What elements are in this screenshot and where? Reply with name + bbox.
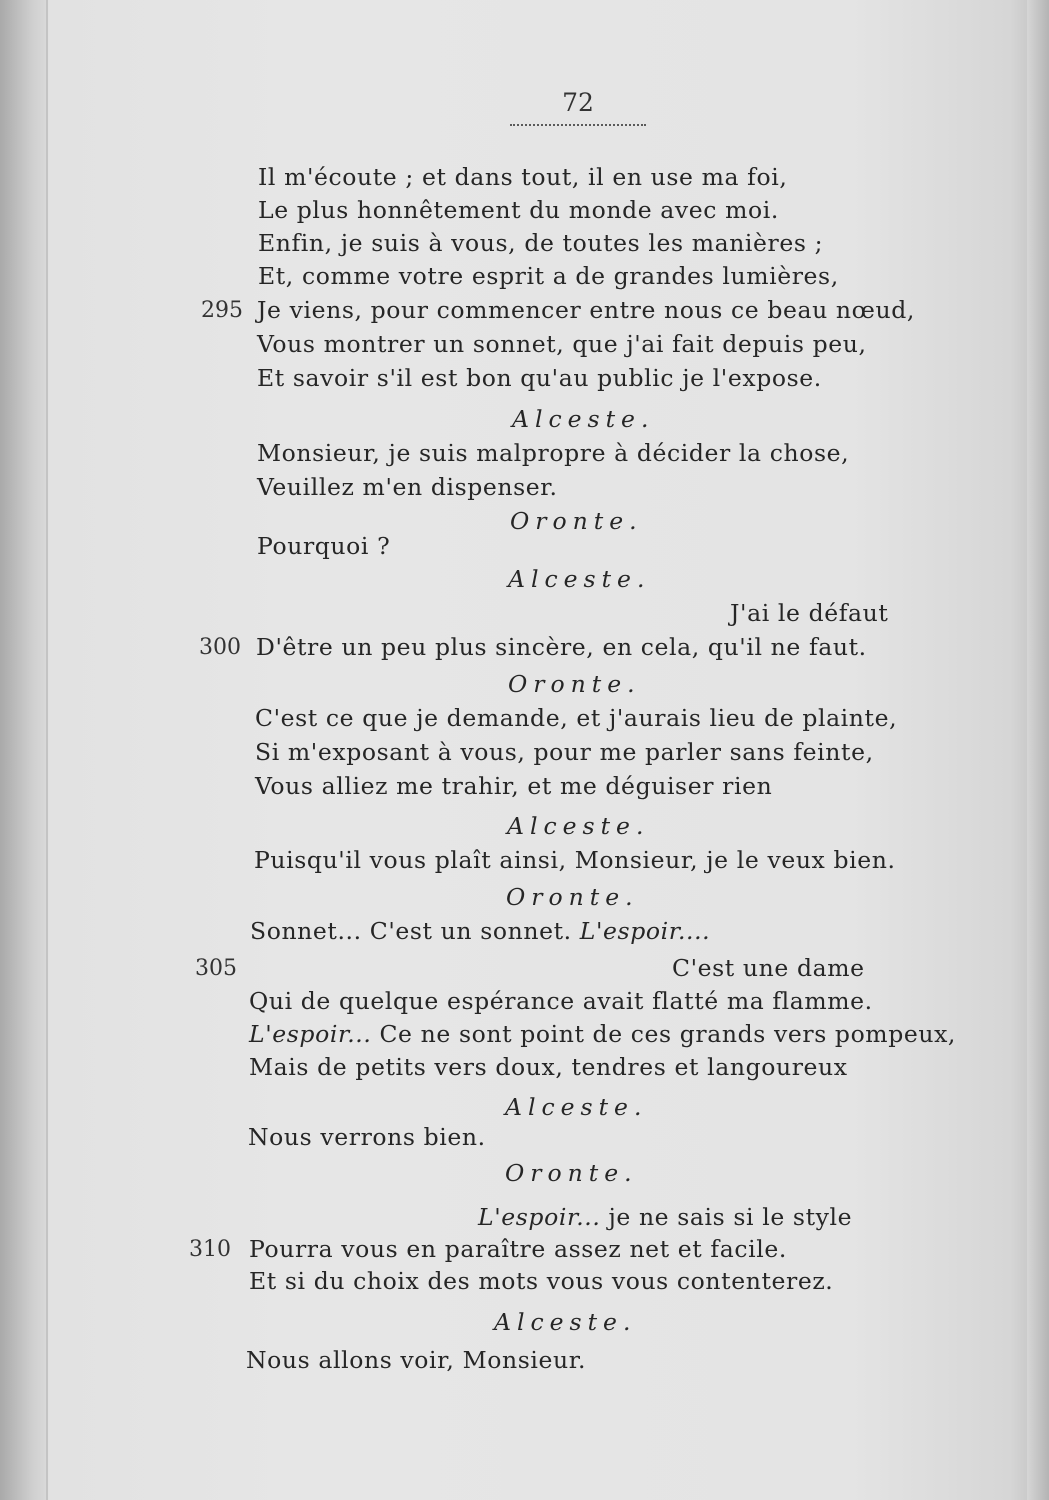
verse-line: J'ai le défaut	[730, 599, 889, 627]
page-gutter	[0, 0, 48, 1500]
verse-line	[249, 1020, 956, 1048]
verse-line: Je viens, pour commencer entre nous ce beau nœud,	[257, 296, 915, 324]
verse-line: Pourra vous en paraître assez net et facile.	[249, 1235, 787, 1263]
verse-line: D'être un peu plus sincère, en cela, qu'il ne faut.	[256, 633, 867, 661]
header-rule	[510, 124, 646, 126]
speaker-name: Alceste.	[505, 1093, 648, 1121]
verse-text: je ne sais si le style	[600, 1203, 853, 1231]
speaker-name: Oronte.	[506, 883, 639, 911]
verse-line: Le plus honnêtement du monde avec moi.	[258, 196, 779, 224]
line-number: 295	[201, 298, 243, 323]
speaker-name: Oronte.	[505, 1159, 638, 1187]
speaker-name: Alceste.	[494, 1308, 637, 1336]
verse-line: Si m'exposant à vous, pour me parler sans feinte,	[255, 738, 874, 766]
verse-line: Mais de petits vers doux, tendres et langoureux	[249, 1053, 848, 1081]
verse-text: Sonnet... C'est un sonnet.	[250, 917, 580, 945]
verse-line: Puisqu'il vous plaît ainsi, Monsieur, je le veux bien.	[254, 846, 896, 874]
verse-italic-text: L'espoir....	[579, 917, 711, 945]
verse-line: Pourquoi ?	[257, 532, 391, 560]
verse-line: Veuillez m'en dispenser.	[257, 473, 558, 501]
verse-line: Et, comme votre esprit a de grandes lumières,	[258, 262, 839, 290]
line-number: 305	[195, 956, 237, 981]
line-number: 300	[199, 635, 241, 660]
verse-line: Qui de quelque espérance avait flatté ma flamme.	[249, 987, 873, 1015]
verse-italic-text: L'espoir...	[478, 1203, 601, 1231]
speaker-name: Alceste.	[507, 812, 650, 840]
page-edge	[1027, 0, 1049, 1500]
verse-line: Il m'écoute ; et dans tout, il en use ma foi,	[258, 163, 788, 191]
verse-line: C'est ce que je demande, et j'aurais lieu de plainte,	[255, 704, 898, 732]
verse-line	[478, 1203, 852, 1231]
verse-line: Enfin, je suis à vous, de toutes les manières ;	[258, 229, 824, 257]
verse-line: Et si du choix des mots vous vous contenterez.	[249, 1267, 834, 1295]
verse-line: Vous montrer un sonnet, que j'ai fait depuis peu,	[257, 330, 867, 358]
speaker-name: Alceste.	[512, 405, 655, 433]
verse-italic-text: L'espoir...	[249, 1020, 372, 1048]
page-number: 72	[562, 88, 594, 117]
line-number: 310	[189, 1237, 231, 1262]
speaker-name: Oronte.	[508, 670, 641, 698]
verse-line	[250, 917, 710, 945]
verse-line: C'est une dame	[672, 954, 865, 982]
verse-text: Ce ne sont point de ces grands vers pompeux,	[371, 1020, 957, 1048]
verse-line: Vous alliez me trahir, et me déguiser rien	[255, 772, 773, 800]
verse-line: Monsieur, je suis malpropre à décider la chose,	[257, 439, 850, 467]
verse-line: Nous verrons bien.	[248, 1123, 486, 1151]
verse-line: Et savoir s'il est bon qu'au public je l'expose.	[257, 364, 822, 392]
speaker-name: Oronte.	[510, 507, 643, 535]
speaker-name: Alceste.	[508, 565, 651, 593]
verse-line: Nous allons voir, Monsieur.	[246, 1346, 587, 1374]
